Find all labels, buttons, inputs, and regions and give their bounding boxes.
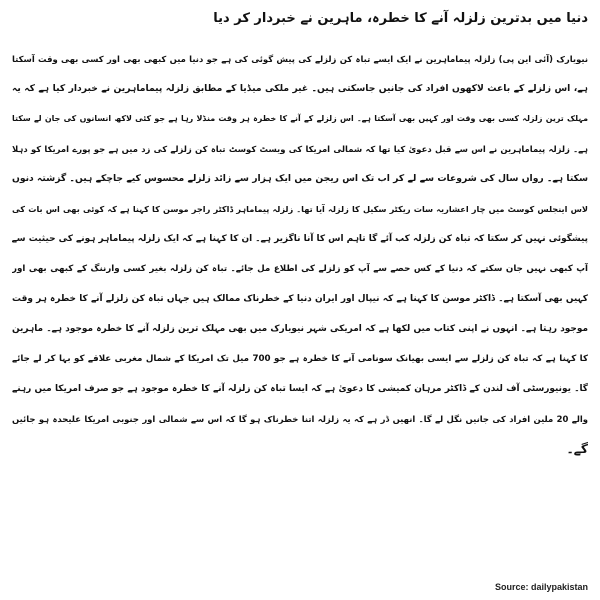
source-credit: Source: dailypakistan bbox=[494, 582, 588, 592]
article-line: گے۔ bbox=[566, 442, 588, 456]
article-line: نیویارک (آئی این پی) زلزلہ پیماماہرین نے ایک ایسے تباہ کن زلزلے کی پیش گوئی کی ہے جو دنیا میں کبھی بھی اور کسی بھی وقت آسکتا bbox=[12, 54, 588, 64]
article-line: گا۔ یونیورسٹی آف لندن کے ڈاکٹر مرہان کمیشی کا دعویٰ ہے کہ ایسا تباہ کن زلزلہ آنے کا خطرہ موجود ہے جو صرف امریکا میں رہنے bbox=[12, 384, 588, 394]
article-line: لاس اینجلس کوسٹ میں چار اعشاریہ سات ریکٹر سکیل کا زلزلہ آیا تھا۔ زلزلہ پیماماہر ڈاکٹر راجر موسن کا کہنا ہے کہ کوئی بھی اس بات کی bbox=[12, 204, 588, 214]
article-line: سکتا ہے۔ رواں سال کی شروعات سے لے کر اب تک اس ریجن میں ایک ہزار سے زائد زلزلے محسوس کیے جاچکے ہیں۔ گزشتہ دنوں bbox=[12, 173, 588, 184]
article-line: موجود رہتا ہے۔ انہوں نے اپنی کتاب میں لکھا ہے کہ امریکی شہر نیویارک میں بھی مہلک ترین زلزلہ آنے کا خطرہ موجود ہے۔ ماہرین bbox=[12, 324, 588, 334]
article-body bbox=[12, 44, 588, 464]
article-line: کا کہنا ہے کہ تباہ کن زلزلے سے ایسی بھیانک سونامی آنے کا خطرہ ہے جو 700 میل تک امریکا کے شمال مغربی علاقے کو بہا کر لے جائے bbox=[12, 354, 588, 364]
article-line: ہے، اس زلزلے کے باعث لاکھوں افراد کی جانیں جاسکتی ہیں۔ غیر ملکی میڈیا کے مطابق زلزلہ پیماماہرین نے خبردار کیا ہے کہ یہ bbox=[12, 83, 588, 94]
article-line: کہیں بھی آسکتا ہے۔ ڈاکٹر موسن کا کہنا ہے کہ نیپال اور ایران دنیا کے خطرناک ممالک ہیں جہاں تباہ کن زلزلے آنے کا خطرہ ہر وقت bbox=[12, 294, 588, 304]
article-line: آپ کبھی نہیں جان سکتے کہ دنیا کے کس حصے سے آپ کو زلزلے کی اطلاع مل جائے۔ تباہ کن زلزلہ بغیر کسی وارننگ کے کبھی بھی اور bbox=[12, 264, 588, 274]
article-line: پیشگوئی نہیں کر سکتا کہ تباہ کن زلزلہ کب آئے گا تاہم اس کا آنا ناگزیر ہے۔ ان کا کہنا ہے کہ ایک زلزلہ پیماماہر ہونے کی حیثیت سے bbox=[12, 234, 588, 244]
article-headline: دنیا میں بدترین زلزلہ آنے کا خطرہ، ماہرین نے خبردار کر دیا bbox=[213, 11, 588, 26]
article-line: والے 20 ملین افراد کی جانیں نگل لے گا۔ انھیں ڈر ہے کہ یہ زلزلہ اتنا خطرناک ہو گا کہ اس سے شمالی اور جنوبی امریکا علیحدہ ہو جائیں bbox=[12, 414, 588, 424]
article-line: مہلک ترین زلزلہ کسی بھی وقت اور کہیں بھی آسکتا ہے۔ اس زلزلے کے آنے کا خطرہ ہر وقت منڈلا رہا ہے جو کئی لاکھ انسانوں کی جان لے سکتا bbox=[12, 114, 588, 123]
article-line: ہے۔ زلزلہ پیماماہرین نے اس سے قبل دعویٰ کیا تھا کہ شمالی امریکا کی ویسٹ کوسٹ تباہ کن زلزلے کی زد میں ہے جو پورے امریکا کو دہلا bbox=[12, 144, 588, 154]
